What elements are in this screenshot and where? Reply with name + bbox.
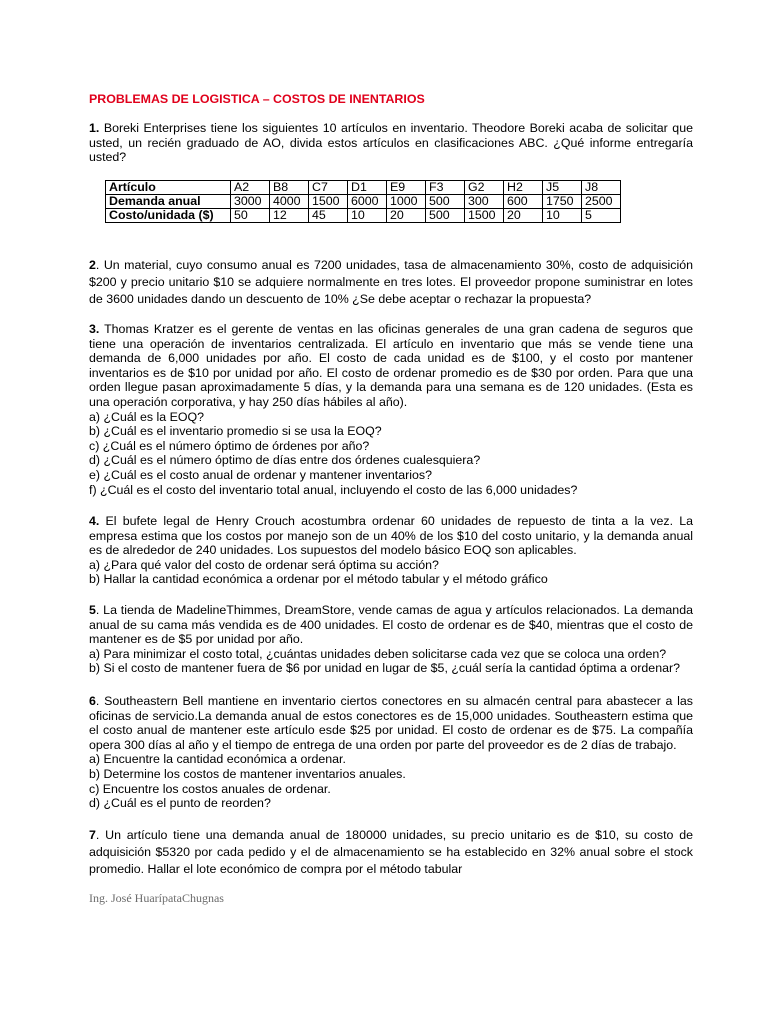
table-cell: G2 xyxy=(465,181,504,195)
row-header-cell: Artículo xyxy=(106,181,231,195)
table-cell: 500 xyxy=(426,209,465,223)
table-cell: E9 xyxy=(387,181,426,195)
table-cell: D1 xyxy=(348,181,387,195)
problem-1 xyxy=(89,121,693,165)
problem-4-statement xyxy=(89,514,693,558)
question-item: b) Determine los costos de mantener inventarios anuales. xyxy=(89,766,406,781)
problem-4-text: El bufete legal de Henry Crouch acostumbra ordenar 60 unidades de repuesto de tinta a la vez. La empresa estima que los costos por manejo son de un 40% de los $10 del costo unitario, y la demanda anual es de alrededor de 240 unidades. Los supuestos del modelo básico EOQ son aplicables. xyxy=(89,514,693,558)
question-item: c) ¿Cuál es el número óptimo de órdenes por año? xyxy=(89,438,370,453)
problem-3-text: Thomas Kratzer es el gerente de ventas en las oficinas generales de una gran cadena de seguros que tiene una operación de inventarios centralizada. El artículo en inventario que más se vende tiene una demanda de 6,000 unidades por año. El costo de cada unidad es de $100, y el costo por mantener inventarios es de $10 por unidad por año. El costo de ordenar promedio es de $30 por orden. Para que una orden llegue pasan aproximadamente 5 días, y la demanda para una semana es de 120 unidades. (Esta es una operación corporativa, y hay 250 días hábiles al año). xyxy=(89,322,693,409)
question-item: e) ¿Cuál es el costo anual de ordenar y mantener inventarios? xyxy=(89,467,432,482)
problem-7-number: 7 xyxy=(89,828,96,842)
question-item: a) Para minimizar el costo total, ¿cuántas unidades deben solicitarse cada vez que se coloca una orden? xyxy=(89,646,667,661)
table-cell: 500 xyxy=(426,195,465,209)
problem-5 xyxy=(89,603,693,676)
problem-6 xyxy=(89,694,693,811)
table-cell: C7 xyxy=(309,181,348,195)
table-cell: 4000 xyxy=(270,195,309,209)
problem-6-number: 6 xyxy=(89,694,96,708)
page-title: PROBLEMAS DE LOGISTICA – COSTOS DE INENTARIOS xyxy=(89,92,425,106)
table-row xyxy=(106,195,621,209)
table-cell: J8 xyxy=(582,181,621,195)
question-item: b) Hallar la cantidad económica a ordenar por el método tabular y el método gráfico xyxy=(89,572,548,587)
table-cell: 12 xyxy=(270,209,309,223)
question-item: c) Encuentre los costos anuales de ordenar. xyxy=(89,781,331,796)
table-cell: 20 xyxy=(387,209,426,223)
problem-1-text: Boreki Enterprises tiene los siguientes 10 artículos en inventario. Theodore Boreki acaba de solicitar que usted, un recién graduado de AO, divida estos artículos en clasificaciones ABC. ¿Qué informe entregaría usted? xyxy=(89,121,693,165)
problem-6-statement xyxy=(89,694,693,752)
table-row xyxy=(106,181,621,195)
table-cell: F3 xyxy=(426,181,465,195)
table-cell: 300 xyxy=(465,195,504,209)
problem-4-number: 4. xyxy=(89,514,100,528)
question-item: f) ¿Cuál es el costo del inventario total anual, incluyendo el costo de las 6,000 unidades? xyxy=(89,482,578,497)
table-cell: 5 xyxy=(582,209,621,223)
table-cell: 20 xyxy=(504,209,543,223)
problem-5-text: . La tienda de MadelineThimmes, DreamStore, vende camas de agua y artículos relacionados. La demanda anual de su cama más vendida es de 400 unidades. El costo de ordenar es de $40, mientras que el costo de mantener es de $5 por unidad por año. xyxy=(89,603,693,647)
problem-2 xyxy=(89,257,693,308)
table-cell: 1500 xyxy=(309,195,348,209)
row-header-cell: Costo/unidada ($) xyxy=(106,209,231,223)
problem-2-text: . Un material, cuyo consumo anual es 7200 unidades, tasa de almacenamiento 30%, costo de adquisición $200 y precio unitario $10 se adquiere normalmente en tres lotes. El proveedor propone suministrar en lotes de 3600 unidades dando un descuento de 10% ¿Se debe aceptar o rechazar la propuesta? xyxy=(89,258,693,306)
table-cell: 1000 xyxy=(387,195,426,209)
problem-5-number: 5 xyxy=(89,603,96,617)
problem-2-number: 2 xyxy=(89,258,96,272)
table-cell: 50 xyxy=(231,209,270,223)
table-cell: B8 xyxy=(270,181,309,195)
question-item: a) ¿Para qué valor del costo de ordenar será óptima su acción? xyxy=(89,557,439,572)
table-cell: J5 xyxy=(543,181,582,195)
question-item: b) Si el costo de mantener fuera de $6 por unidad en lugar de $5, ¿cuál sería la cantidad óptima a ordenar? xyxy=(89,661,680,676)
table-cell: 45 xyxy=(309,209,348,223)
author-footer: Ing. José HuarípataChugnas xyxy=(89,891,224,905)
problem-3-questions xyxy=(89,410,693,498)
table-cell: 2500 xyxy=(582,195,621,209)
table-cell: 3000 xyxy=(231,195,270,209)
problem-5-statement xyxy=(89,603,693,647)
table-row xyxy=(106,209,621,223)
problem-7-text: . Un artículo tiene una demanda anual de 180000 unidades, su precio unitario es de $10, su costo de adquisición $5320 por cada pedido y el de almacenamiento se ha establecido en 32% anual sobre el stock promedio. Hallar el lote económico de compra por el método tabular xyxy=(89,828,693,876)
question-item: d) ¿Cuál es el punto de reorden? xyxy=(89,796,271,811)
question-item: a) Encuentre la cantidad económica a ordenar. xyxy=(89,752,346,767)
table-cell: 1750 xyxy=(543,195,582,209)
table-cell: H2 xyxy=(504,181,543,195)
problem-1-number: 1. xyxy=(89,121,100,135)
problem-3 xyxy=(89,322,693,497)
abc-items-table xyxy=(105,180,621,223)
question-item: a) ¿Cuál es la EOQ? xyxy=(89,409,205,424)
problem-3-number: 3. xyxy=(89,322,100,336)
question-item: b) ¿Cuál es el inventario promedio si se usa la EOQ? xyxy=(89,424,382,439)
table-cell: 1500 xyxy=(465,209,504,223)
row-header-cell: Demanda anual xyxy=(106,195,231,209)
table-cell: 10 xyxy=(348,209,387,223)
table-cell: 10 xyxy=(543,209,582,223)
problem-3-statement xyxy=(89,322,693,410)
problem-4 xyxy=(89,514,693,587)
table-cell: 600 xyxy=(504,195,543,209)
table-cell: 6000 xyxy=(348,195,387,209)
question-item: d) ¿Cuál es el número óptimo de días entre dos órdenes cualesquiera? xyxy=(89,453,481,468)
problem-6-text: . Southeastern Bell mantiene en inventario ciertos conectores en su almacén central para abastecer a las oficinas de servicio.La demanda anual de estos conectores es de 15,000 unidades. Southeastern estima que el costo anual de mantener este artículo esde $25 por unidad. El costo de ordenar es de $75. La compañía opera 300 días al año y el tiempo de entrega de una orden por parte del proveedor es de 2 días de trabajo. xyxy=(89,694,693,752)
problem-7 xyxy=(89,827,693,878)
table-cell: A2 xyxy=(231,181,270,195)
